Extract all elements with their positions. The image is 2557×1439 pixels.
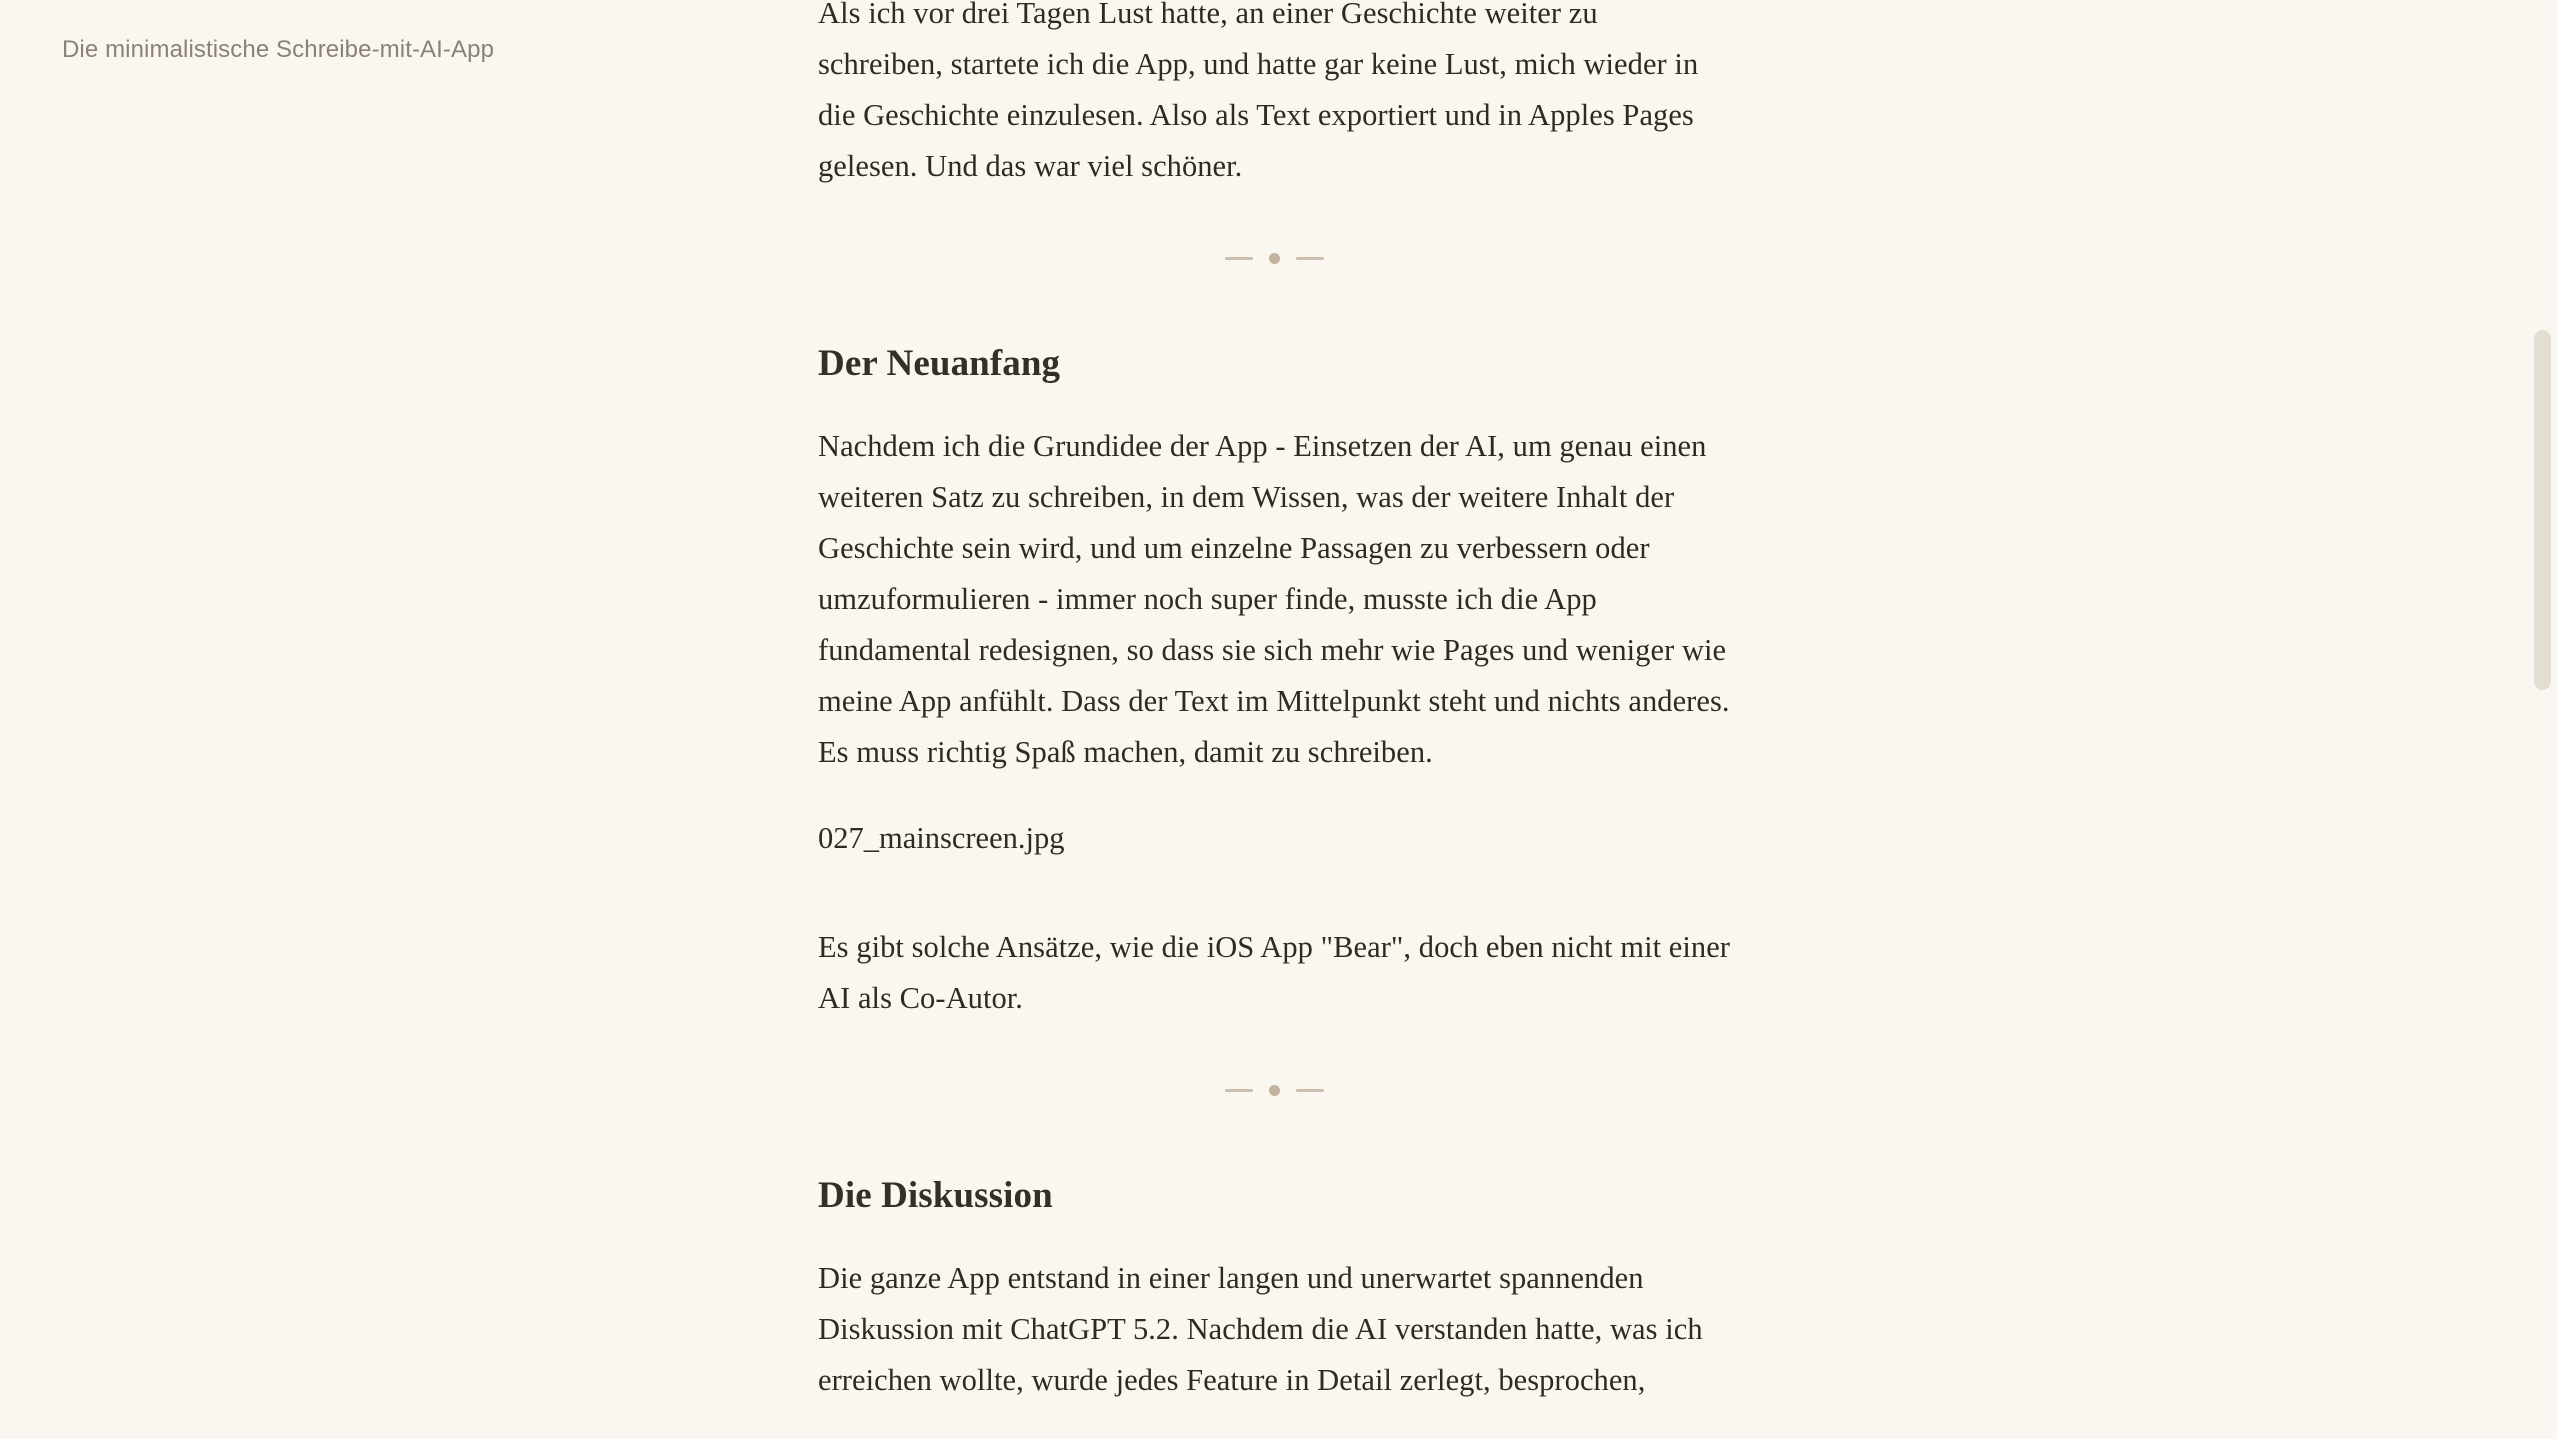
spacer <box>818 1024 1730 1080</box>
section-heading[interactable]: Die Diskussion <box>818 1175 1053 1216</box>
section-divider <box>818 248 1730 268</box>
paragraph[interactable]: Es gibt solche Ansätze, wie die iOS App "Bear", doch eben nicht mit einer AI als Co-Autor. <box>818 930 1730 1015</box>
spacer <box>818 778 1730 816</box>
paragraph[interactable]: Als ich vor drei Tagen Lust hatte, an einer Geschichte weiter zu schreiben, startete ich die App, und hatte gar keine Lust, mich wieder in die Geschichte einzulesen. Also als Text exportiert und in Apples Pages gelesen. Und das war viel schöner. <box>818 0 1699 183</box>
divider-dot-icon <box>1269 253 1280 264</box>
vertical-scrollbar[interactable] <box>2531 0 2557 1439</box>
spacer <box>818 268 1730 340</box>
divider-dash-left-icon <box>1225 257 1253 260</box>
editor-pane[interactable] <box>818 0 2557 1439</box>
sidebar <box>0 0 818 1439</box>
paragraph[interactable]: Nachdem ich die Grundidee der App - Einsetzen der AI, um genau einen weiteren Satz zu schreiben, in dem Wissen, was der weitere Inhalt der Geschichte sein wird, und um einzelne Passagen zu verbessern oder umzuformulieren - immer noch super finde, musste ich die App fundamental redesignen, so dass sie sich mehr wie Pages und weniger wie meine App anfühlt. Dass der Text im Mittelpunkt steht und nichts anderes. Es muss richtig Spaß machen, damit zu schreiben. <box>818 429 1730 769</box>
sidebar-document-title[interactable]: Die minimalistische Schreibe-mit-AI-App <box>62 36 495 63</box>
divider-dash-right-icon <box>1296 1089 1324 1092</box>
section-divider <box>818 1080 1730 1100</box>
document-column[interactable] <box>818 0 1730 1406</box>
image-reference[interactable]: 027_mainscreen.jpg <box>818 821 1065 855</box>
spacer <box>818 388 1730 421</box>
spacer <box>818 1220 1730 1253</box>
spacer <box>818 1100 1730 1172</box>
divider-dash-right-icon <box>1296 257 1324 260</box>
spacer <box>818 192 1730 248</box>
paragraph[interactable]: Die ganze App entstand in einer langen und unerwartet spannenden Diskussion mit ChatGPT 5.2. Nachdem die AI verstanden hatte, was ich erreichen wollte, wurde jedes Feature in Detail zerlegt, besprochen, <box>818 1261 1703 1397</box>
scrollbar-thumb[interactable] <box>2534 330 2551 690</box>
section-heading[interactable]: Der Neuanfang <box>818 343 1061 384</box>
divider-dash-left-icon <box>1225 1089 1253 1092</box>
spacer <box>818 860 1730 922</box>
document-scroll-area[interactable] <box>818 0 2557 1439</box>
divider-dot-icon <box>1269 1085 1280 1096</box>
